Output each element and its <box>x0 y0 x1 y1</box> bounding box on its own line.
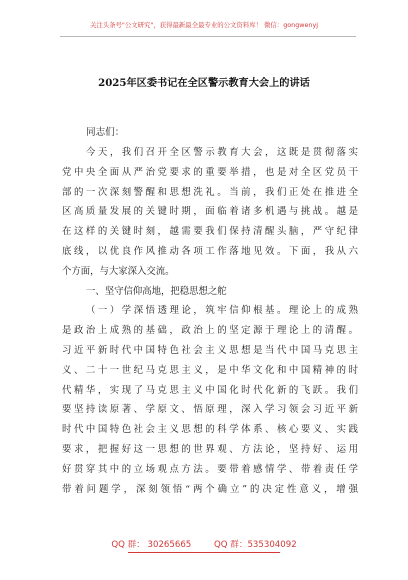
body-line: 时代中国特色社会主义思想的科学体系、核心要义、实践 <box>62 424 358 436</box>
body-line: 部的一次深刻警醒和思想洗礼。当前，我们正处在推进全 <box>62 186 358 198</box>
section-heading: 一、坚守信仰高地，把稳思想之舵 <box>86 285 227 297</box>
body-line: 义、二十一世纪马克思主义，是中华文化和中国精神的时 <box>62 364 358 376</box>
body-line: 底线，以优良作风推动各项工作落地见效。下面，我从六 <box>62 245 358 257</box>
body-line: 党中央全面从严治党要求的重要举措，也是对全区党员干 <box>62 166 358 178</box>
body-line: 习近平新时代中国特色社会主义思想是当代中国马克思主 <box>62 344 358 356</box>
body-line: 在这样的关键时刻，越需要我们保持清醒头脑，严守纪律 <box>62 226 358 238</box>
body-line: 区高质量发展的关键时期，面临着诸多机遇与挑战。越是 <box>62 206 358 218</box>
header-rule <box>60 36 356 37</box>
body-line: 今天，我们召开全区警示教育大会，这既是贯彻落实 <box>86 147 358 158</box>
document-body <box>62 143 358 499</box>
header-banner: 关注头条号"公文研究"，获得最新最全最专业的公文资料库！ 微信：gongwenyj <box>89 21 319 29</box>
footer-rule <box>128 552 280 553</box>
body-line: 要求，把握好这一思想的世界观、方法论，坚持好、运用 <box>62 443 358 455</box>
footer-qq <box>0 538 408 550</box>
body-line: 带着问题学，深刻领悟“两个确立”的决定性意义，增强 <box>62 483 358 495</box>
document-title: 2025年区委书记在全区警示教育大会上的讲话 <box>98 77 310 89</box>
footer-qq-right: QQ 群：535304092 <box>214 540 297 550</box>
body-line: （一）学深悟透理论，筑牢信仰根基。理论上的成熟 <box>86 305 358 317</box>
body-line: 个方面，与大家深入交流。 <box>62 265 175 277</box>
body-line: 代精华，实现了马克思主义中国化时代化新的飞跃。我们 <box>62 384 358 396</box>
salutation: 同志们： <box>86 127 125 138</box>
footer-qq-left: QQ 群： 30265665 <box>111 540 192 550</box>
body-line: 好贯穿其中的立场观点方法。要带着感情学、带着责任学 <box>62 463 358 475</box>
body-line: 是政治上成熟的基础，政治上的坚定源于理论上的清醒。 <box>62 325 358 337</box>
body-line: 要坚持读原著、学原文、悟原理，深入学习领会习近平新 <box>62 404 358 416</box>
